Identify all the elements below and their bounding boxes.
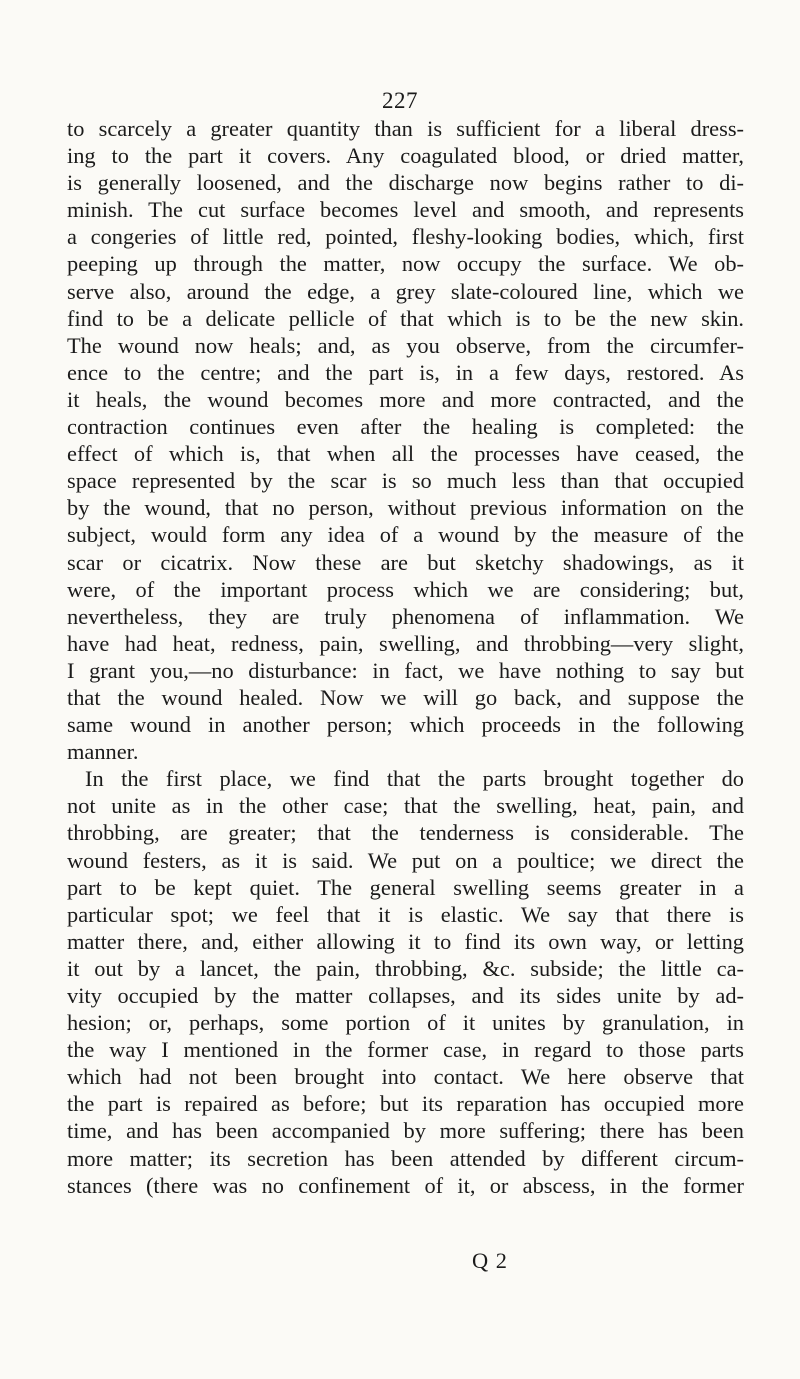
paragraph-start-line: In the first place, we find that the parts brought together do: [85, 766, 744, 792]
text-line: same wound in another person; which proceeds in the following: [67, 712, 744, 738]
text-line: contraction continues even after the healing is completed: the: [67, 414, 744, 440]
text-line: the way I mentioned in the former case, in regard to those parts: [67, 1037, 744, 1063]
text-line: by the wound, that no person, without previous information on the: [67, 495, 744, 521]
text-line: more matter; its secretion has been attended by different circum-: [67, 1145, 744, 1171]
text-line: nevertheless, they are truly phenomena of inflammation. We: [67, 603, 744, 629]
text-line: to scarcely a greater quantity than is sufficient for a liberal dress-: [67, 116, 744, 141]
text-line: effect of which is, that when all the processes have ceased, the: [67, 441, 744, 467]
text-line: part to be kept quiet. The general swelling seems greater in a: [67, 874, 744, 900]
text-line: ing to the part it covers. Any coagulated blood, or dried matter,: [67, 143, 744, 169]
text-line: The wound now heals; and, as you observe, from the circumfer-: [67, 332, 744, 358]
text-line: find to be a delicate pellicle of that which is to be the new skin.: [67, 305, 744, 331]
paragraph-end-line: manner.: [67, 739, 139, 765]
text-line: a congeries of little red, pointed, fleshy-looking bodies, which, first: [67, 224, 744, 250]
text-line: subject, would form any idea of a wound by the measure of the: [67, 522, 744, 548]
text-line: the part is repaired as before; but its reparation has occupied more: [67, 1091, 744, 1117]
text-line: wound festers, as it is said. We put on a poultice; we direct the: [67, 847, 744, 873]
text-line: which had not been brought into contact. We here observe that: [67, 1064, 744, 1090]
text-line: matter there, and, either allowing it to find its own way, or letting: [67, 928, 744, 954]
page-number: 227: [382, 88, 418, 113]
text-line: stances (there was no confinement of it, or abscess, in the former: [67, 1172, 744, 1198]
text-line: throbbing, are greater; that the tenderness is considerable. The: [67, 820, 744, 846]
text-line: vity occupied by the matter collapses, and its sides unite by ad-: [67, 983, 744, 1008]
text-line: time, and has been accompanied by more suffering; there has been: [67, 1118, 744, 1144]
text-line: particular spot; we feel that it is elastic. We say that there is: [67, 901, 744, 927]
text-line: that the wound healed. Now we will go back, and suppose the: [67, 684, 744, 710]
text-line: ence to the centre; and the part is, in a few days, restored. As: [67, 359, 744, 385]
text-line: scar or cicatrix. Now these are but sketchy shadowings, as it: [67, 549, 744, 575]
text-line: space represented by the scar is so much less than that occupied: [67, 468, 744, 494]
text-line: serve also, around the edge, a grey slate-coloured line, which we: [67, 278, 744, 304]
text-line: it out by a lancet, the pain, throbbing, &c. subside; the little ca-: [67, 955, 744, 981]
signature-mark: Q 2: [472, 1248, 508, 1273]
text-line: minish. The cut surface becomes level and smooth, and represents: [67, 197, 744, 223]
text-line: I grant you,—no disturbance: in fact, we have nothing to say but: [67, 657, 744, 683]
text-line: peeping up through the matter, now occupy the surface. We ob-: [67, 251, 744, 277]
body-text: [67, 115, 744, 1199]
text-line: is generally loosened, and the discharge now begins rather to di-: [67, 170, 744, 196]
text-line: were, of the important process which we are considering; but,: [67, 576, 744, 602]
text-line: have had heat, redness, pain, swelling, and throbbing—very slight,: [67, 630, 744, 656]
text-line: not unite as in the other case; that the swelling, heat, pain, and: [67, 793, 744, 819]
text-line: hesion; or, perhaps, some portion of it unites by granulation, in: [67, 1010, 744, 1036]
text-line: it heals, the wound becomes more and more contracted, and the: [67, 386, 744, 412]
